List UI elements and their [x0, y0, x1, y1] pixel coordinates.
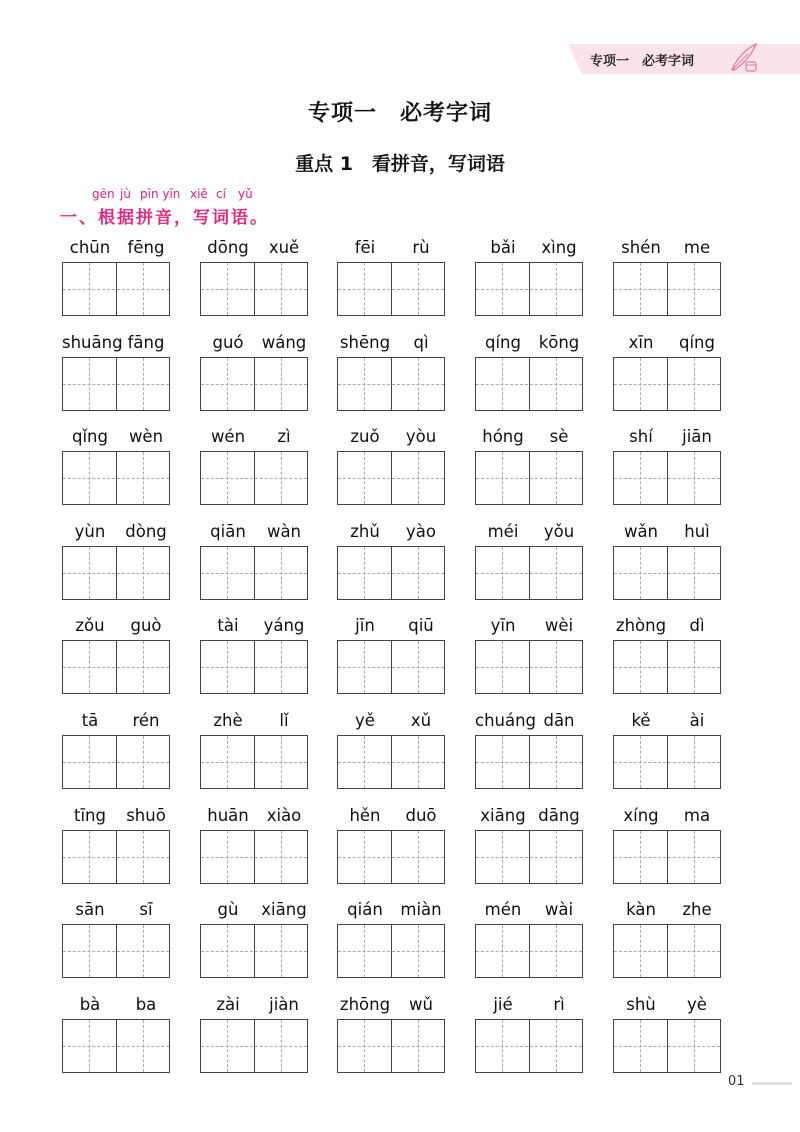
writing-boxes[interactable] — [200, 924, 308, 978]
instruction-pinyin-syllable: cí — [216, 187, 226, 201]
pinyin-syllable: jié — [493, 994, 513, 1014]
word-item — [613, 900, 725, 990]
word-item — [337, 616, 449, 706]
header-tab — [568, 44, 800, 74]
pinyin-syllable: zhōng — [339, 994, 391, 1014]
writing-boxes[interactable] — [200, 262, 308, 316]
writing-boxes[interactable] — [62, 262, 170, 316]
writing-boxes[interactable] — [200, 830, 308, 884]
writing-boxes[interactable] — [613, 451, 721, 505]
word-item — [62, 900, 174, 990]
writing-boxes[interactable] — [200, 357, 308, 411]
word-item — [475, 616, 587, 706]
word-item — [62, 522, 174, 612]
pinyin-syllable: wài — [544, 900, 574, 920]
word-item — [613, 616, 725, 706]
writing-boxes[interactable] — [613, 924, 721, 978]
pinyin-syllable: kàn — [626, 900, 656, 920]
word-item — [613, 995, 725, 1085]
writing-boxes[interactable] — [62, 1019, 170, 1073]
pinyin-syllable: yùn — [74, 521, 106, 541]
pinyin-syllable: wèi — [544, 616, 574, 636]
word-item — [475, 333, 587, 423]
word-item — [337, 522, 449, 612]
word-item — [613, 333, 725, 423]
section-subtitle: 重点 1 看拼音，写词语 — [295, 153, 505, 175]
feather-pen-icon — [726, 42, 762, 76]
pinyin-syllable: guò — [130, 616, 162, 636]
word-item — [200, 427, 312, 517]
word-item — [62, 711, 174, 801]
pinyin-syllable: shí — [629, 427, 653, 447]
word-item — [475, 427, 587, 517]
page-number-rule — [752, 1082, 792, 1085]
pinyin-syllable: méi — [487, 521, 519, 541]
word-item — [337, 427, 449, 517]
writing-boxes[interactable] — [337, 357, 445, 411]
pinyin-syllable: chūn — [69, 238, 111, 257]
writing-boxes[interactable] — [337, 830, 445, 884]
pinyin-syllable: tīng — [74, 805, 106, 825]
pinyin-syllable: wèn — [128, 427, 164, 447]
writing-boxes[interactable] — [475, 262, 583, 316]
pinyin-syllable: dāng — [538, 805, 580, 825]
pinyin-syllable: qián — [347, 900, 383, 920]
writing-boxes[interactable] — [337, 924, 445, 978]
word-item — [200, 616, 312, 706]
writing-boxes[interactable] — [475, 451, 583, 505]
word-item — [613, 711, 725, 801]
writing-boxes[interactable] — [62, 451, 170, 505]
word-item — [337, 806, 449, 896]
writing-boxes[interactable] — [200, 546, 308, 600]
pinyin-syllable: yào — [406, 521, 436, 541]
pinyin-syllable: zhe — [682, 900, 712, 920]
word-item — [200, 806, 312, 896]
pinyin-syllable: xìng — [541, 238, 577, 257]
writing-boxes[interactable] — [475, 1019, 583, 1073]
writing-boxes[interactable] — [62, 924, 170, 978]
word-item — [62, 238, 174, 328]
pinyin-syllable: rén — [132, 711, 160, 730]
word-item — [200, 995, 312, 1085]
pinyin-syllable: xīn — [628, 332, 654, 352]
section-label: 专项一 必考字词 — [590, 54, 695, 69]
pinyin-syllable: zài — [216, 994, 240, 1014]
writing-boxes[interactable] — [337, 451, 445, 505]
word-item — [475, 806, 587, 896]
pinyin-syllable: gù — [217, 900, 239, 920]
pinyin-syllable: dān — [543, 711, 575, 730]
word-item — [62, 806, 174, 896]
word-item — [475, 995, 587, 1085]
writing-boxes[interactable] — [337, 640, 445, 694]
pinyin-syllable: wǎn — [623, 521, 659, 541]
pinyin-syllable: huì — [684, 521, 710, 541]
pinyin-syllable: xíng — [623, 805, 659, 825]
word-item — [337, 333, 449, 423]
writing-boxes[interactable] — [337, 1019, 445, 1073]
word-item — [475, 238, 587, 328]
pinyin-syllable: mén — [484, 900, 522, 920]
pinyin-syllable: yè — [687, 994, 707, 1014]
word-item — [613, 806, 725, 896]
writing-boxes[interactable] — [613, 546, 721, 600]
pinyin-syllable: rì — [553, 994, 565, 1014]
pinyin-syllable: huān — [207, 805, 249, 825]
pinyin-syllable: sān — [75, 900, 105, 920]
pinyin-syllable: jiān — [682, 427, 712, 447]
writing-boxes[interactable] — [337, 546, 445, 600]
word-item — [337, 238, 449, 328]
writing-boxes[interactable] — [475, 924, 583, 978]
pinyin-syllable: qiū — [408, 616, 434, 636]
pinyin-syllable: shēng — [339, 332, 391, 352]
pinyin-syllable: rù — [412, 238, 430, 257]
word-item — [475, 522, 587, 612]
pinyin-syllable: xǔ — [410, 711, 432, 730]
pinyin-syllable: qì — [413, 332, 429, 352]
word-item — [62, 333, 174, 423]
page-title: 专项一 必考字词 — [307, 101, 492, 126]
pinyin-syllable: dì — [689, 616, 705, 636]
instruction-text: 一、根据拼音，写词语。 — [60, 208, 269, 228]
writing-boxes[interactable] — [613, 640, 721, 694]
word-item — [200, 238, 312, 328]
pinyin-syllable: yáng — [263, 616, 305, 636]
writing-boxes[interactable] — [475, 546, 583, 600]
pinyin-syllable: zuǒ — [350, 427, 380, 447]
pinyin-syllable: zhòng — [615, 616, 667, 636]
writing-boxes[interactable] — [62, 357, 170, 411]
writing-boxes[interactable] — [613, 357, 721, 411]
writing-boxes[interactable] — [62, 546, 170, 600]
pinyin-syllable: wàn — [266, 521, 302, 541]
writing-boxes[interactable] — [200, 451, 308, 505]
pinyin-syllable: shén — [621, 238, 661, 257]
word-item — [200, 711, 312, 801]
writing-boxes[interactable] — [337, 735, 445, 789]
pinyin-syllable: xiāng — [480, 805, 526, 825]
instruction-pinyin-syllable: xiě — [190, 187, 208, 201]
pinyin-syllable: lǐ — [279, 711, 289, 730]
pinyin-syllable: qiān — [210, 521, 246, 541]
pinyin-syllable: ài — [689, 711, 705, 730]
word-item — [200, 333, 312, 423]
pinyin-syllable: qíng — [485, 332, 521, 352]
writing-boxes[interactable] — [200, 735, 308, 789]
pinyin-syllable: wén — [210, 427, 246, 447]
pinyin-syllable: ma — [683, 805, 711, 825]
pinyin-syllable: sè — [549, 427, 569, 447]
pinyin-syllable: zì — [277, 427, 291, 447]
pinyin-syllable: wáng — [261, 332, 307, 352]
pinyin-syllable: fēi — [354, 238, 376, 257]
pinyin-syllable: sī — [139, 900, 153, 920]
pinyin-syllable: yīn — [490, 616, 516, 636]
word-item — [337, 900, 449, 990]
writing-boxes[interactable] — [475, 357, 583, 411]
word-item — [613, 427, 725, 517]
pinyin-syllable: shù — [626, 994, 656, 1014]
instruction-pinyin-syllable: yǔ — [238, 187, 253, 201]
word-item — [475, 900, 587, 990]
pinyin-syllable: yǒu — [543, 521, 575, 541]
pinyin-syllable: yě — [355, 711, 375, 730]
pinyin-syllable: wǔ — [409, 994, 433, 1014]
pinyin-syllable: tā — [81, 711, 99, 730]
pinyin-syllable: jīn — [355, 616, 375, 636]
writing-boxes[interactable] — [475, 640, 583, 694]
pinyin-syllable: hóng — [482, 427, 524, 447]
word-item — [337, 995, 449, 1085]
writing-boxes[interactable] — [613, 1019, 721, 1073]
writing-boxes[interactable] — [62, 640, 170, 694]
word-item — [613, 522, 725, 612]
pinyin-syllable: bǎi — [490, 238, 516, 257]
pinyin-syllable: miàn — [400, 900, 442, 920]
pinyin-syllable: zhǔ — [350, 521, 380, 541]
writing-boxes[interactable] — [475, 735, 583, 789]
pinyin-syllable: kōng — [538, 332, 580, 352]
word-item — [613, 238, 725, 328]
pinyin-syllable: me — [683, 238, 711, 257]
pinyin-syllable: fēng — [127, 238, 165, 257]
pinyin-syllable: chuáng — [475, 711, 537, 730]
pinyin-syllable: xiào — [266, 805, 302, 825]
writing-boxes[interactable] — [62, 735, 170, 789]
word-item — [62, 616, 174, 706]
pinyin-syllable: xiāng — [261, 900, 307, 920]
pinyin-syllable: dōng — [207, 238, 249, 257]
pinyin-syllable: guó — [212, 332, 244, 352]
pinyin-syllable: yòu — [405, 427, 437, 447]
pinyin-syllable: xuě — [268, 238, 300, 257]
pinyin-syllable: shuāng — [62, 332, 123, 352]
word-item — [62, 427, 174, 517]
writing-boxes[interactable] — [613, 735, 721, 789]
instruction-pinyin-syllable: jù — [120, 187, 131, 201]
word-item — [475, 711, 587, 801]
pinyin-syllable: qǐng — [72, 427, 108, 447]
writing-boxes[interactable] — [200, 640, 308, 694]
writing-boxes[interactable] — [613, 262, 721, 316]
word-item — [200, 522, 312, 612]
pinyin-syllable: jiàn — [269, 994, 299, 1014]
pinyin-syllable: shuō — [126, 805, 166, 825]
writing-boxes[interactable] — [475, 830, 583, 884]
instruction-pinyin-syllable: pīn yīn — [140, 187, 181, 201]
pinyin-syllable: fāng — [127, 332, 165, 352]
writing-boxes[interactable] — [62, 830, 170, 884]
writing-boxes[interactable] — [337, 262, 445, 316]
writing-boxes[interactable] — [200, 1019, 308, 1073]
word-item — [62, 995, 174, 1085]
pinyin-syllable: kě — [631, 711, 651, 730]
writing-boxes[interactable] — [613, 830, 721, 884]
word-item — [337, 711, 449, 801]
pinyin-syllable: bà — [79, 994, 101, 1014]
word-item — [200, 900, 312, 990]
pinyin-syllable: duō — [405, 805, 437, 825]
pinyin-syllable: dòng — [125, 521, 167, 541]
instruction-pinyin-syllable: gēn — [92, 187, 115, 201]
pinyin-syllable: qíng — [679, 332, 715, 352]
pinyin-syllable: zǒu — [75, 616, 105, 636]
page-number: 01 — [728, 1074, 745, 1089]
pinyin-syllable: ba — [135, 994, 157, 1014]
pinyin-syllable: zhè — [213, 711, 243, 730]
pinyin-syllable: tài — [217, 616, 239, 636]
pinyin-syllable: hěn — [349, 805, 381, 825]
